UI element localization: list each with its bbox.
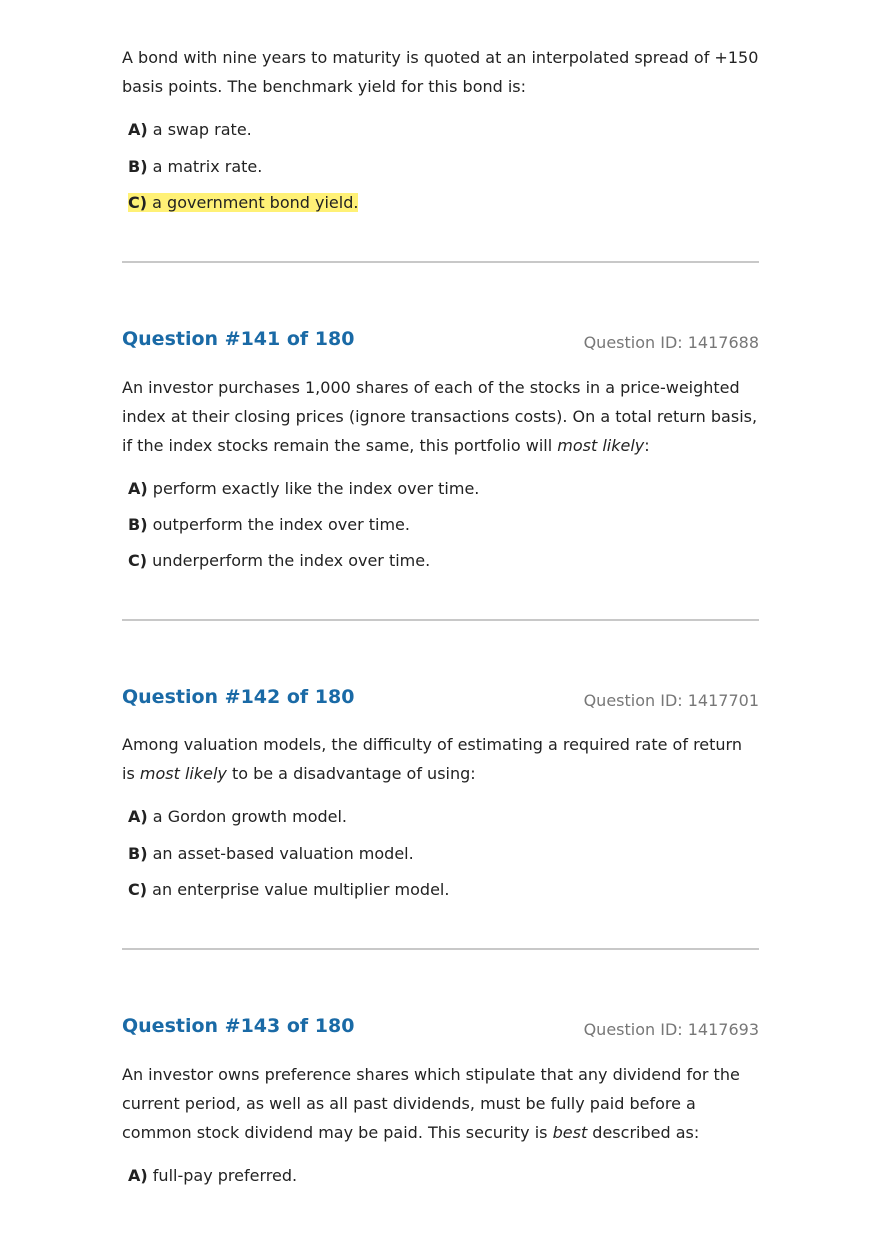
option-text-highlighted: a government bond yield. — [152, 193, 359, 212]
answer-option-b — [128, 156, 262, 178]
option-text: underperform the index over time. — [152, 551, 431, 570]
option-text: a swap rate. — [152, 120, 252, 139]
option-text: perform exactly like the index over time. — [152, 479, 480, 498]
answer-option-b — [128, 843, 414, 865]
option-letter: A) — [128, 479, 148, 498]
option-letter: B) — [128, 515, 148, 534]
option-letter: A) — [128, 1166, 148, 1185]
question-stem-text: Among valuation models, the difficulty of estimating a required rate of return is most likely to be a disadvantage of using: — [122, 735, 742, 783]
question-title: Question #142 of 180 — [122, 686, 355, 708]
answer-option-a — [128, 806, 347, 828]
question-id: Question ID: 1417688 — [583, 333, 759, 352]
option-text: a Gordon growth model. — [152, 807, 348, 826]
option-text: a matrix rate. — [152, 157, 263, 176]
question-stem — [122, 730, 759, 788]
option-letter: C) — [128, 880, 148, 899]
answer-option-c — [128, 879, 449, 901]
divider — [122, 261, 759, 263]
answer-option-c — [128, 550, 430, 572]
answer-option-a — [128, 1165, 297, 1187]
answer-option-c — [128, 192, 358, 214]
question-title: Question #143 of 180 — [122, 1015, 355, 1037]
question-stem — [122, 1060, 759, 1147]
option-text: an enterprise value multiplier model. — [152, 880, 450, 899]
answer-option-b — [128, 514, 410, 536]
question-id: Question ID: 1417693 — [583, 1020, 759, 1039]
answer-option-a — [128, 478, 479, 500]
question-stem — [122, 43, 759, 101]
option-text: full-pay preferred. — [152, 1166, 298, 1185]
option-letter: A) — [128, 807, 148, 826]
question-stem-text: An investor owns preference shares which stipulate that any dividend for the current period, as well as all past dividends, must be fully paid before a common stock dividend may be paid. This security is best described as: — [122, 1065, 740, 1142]
question-stem-text: A bond with nine years to maturity is quoted at an interpolated spread of +150 basis points. The benchmark yield for this bond is: — [122, 48, 759, 96]
divider — [122, 619, 759, 621]
option-letter: B) — [128, 844, 148, 863]
option-letter: B) — [128, 157, 148, 176]
question-stem — [122, 373, 759, 460]
option-letter: C) — [128, 551, 148, 570]
question-title: Question #141 of 180 — [122, 328, 355, 350]
option-letter: A) — [128, 120, 148, 139]
option-text: outperform the index over time. — [152, 515, 410, 534]
question-stem-text: An investor purchases 1,000 shares of each of the stocks in a price-weighted index at their closing prices (ignore transactions costs). On a total return basis, if the index stocks remain the same, this portfolio will most likely: — [122, 378, 758, 455]
option-text: an asset-based valuation model. — [152, 844, 414, 863]
question-id: Question ID: 1417701 — [583, 691, 759, 710]
option-letter: C) — [128, 193, 148, 212]
divider — [122, 948, 759, 950]
answer-option-a — [128, 119, 252, 141]
